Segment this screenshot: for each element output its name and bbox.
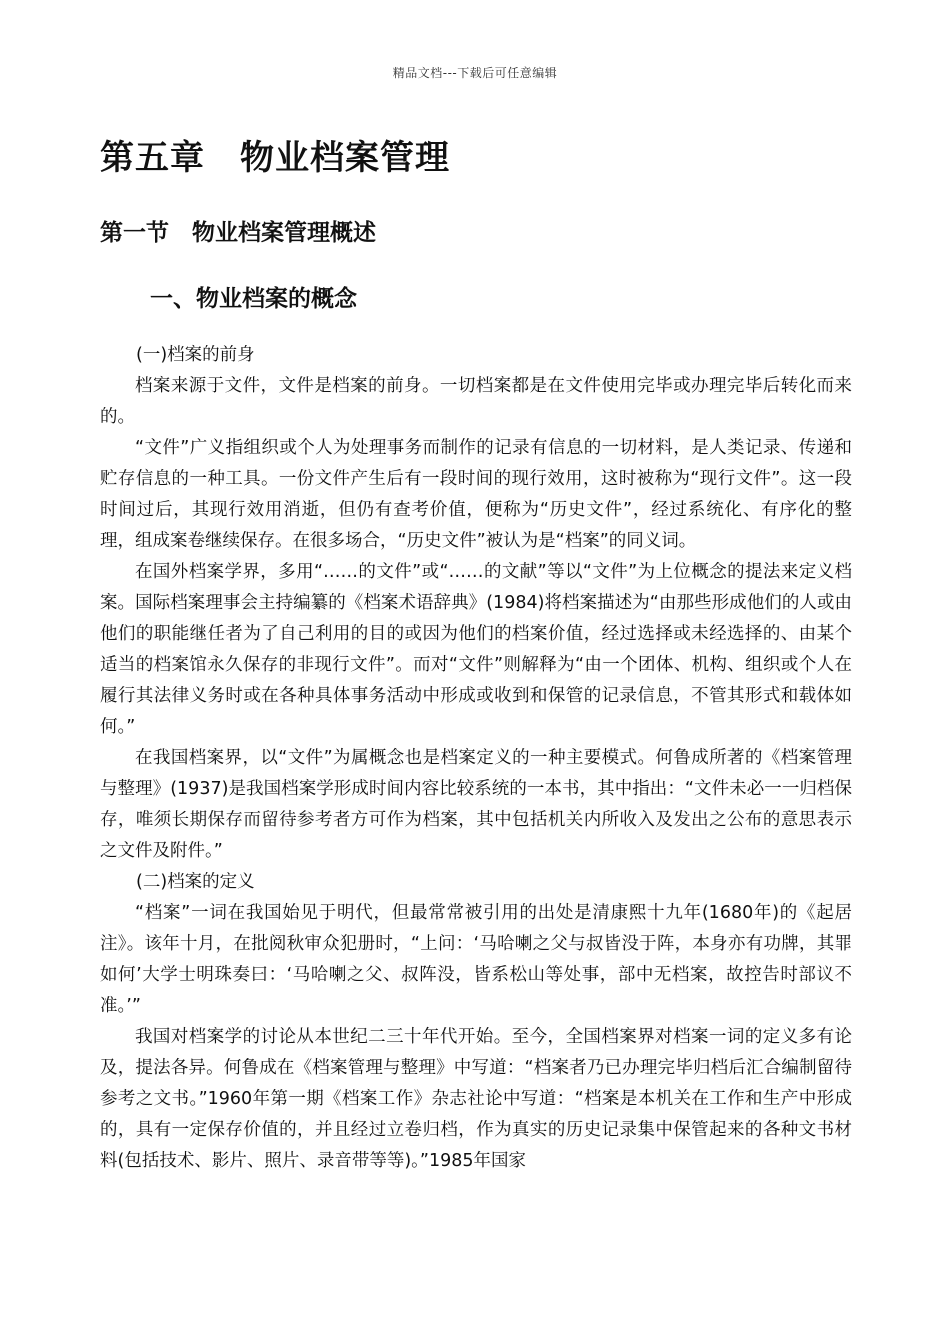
body-text — [100, 340, 852, 1177]
sub-heading-definition: (二)档案的定义 — [136, 872, 255, 892]
paragraph: “档案”一词在我国始见于明代，但最常常被引用的出处是清康熙十九年(1680年)的《起居注》。该年十月，在批阅秋审众犯册时，“上问：‘马哈喇之父与叔皆没于阵，本身亦有功牌，其罪如何’大学士明珠奏曰：‘马哈喇之父、叔阵没，皆系松山等处事，部中无档案，故控告时部议不准。’” — [100, 903, 852, 1016]
chapter-title: 第五章 物业档案管理 — [100, 138, 450, 178]
paragraph: 在我国档案界，以“文件”为属概念也是档案定义的一种主要模式。何鲁成所著的《档案管理与整理》(1937)是我国档案学形成时间内容比较系统的一本书，其中指出：“文件未必一一归档保存，唯须长期保存而留待参考者方可作为档案，其中包括机关内所收入及发出之公布的意思表示之文件及附件。” — [100, 748, 852, 861]
subsection-title: 一、物业档案的概念 — [150, 286, 357, 312]
paragraph: 我国对档案学的讨论从本世纪二三十年代开始。至今，全国档案界对档案一词的定义多有论及，提法各异。何鲁成在《档案管理与整理》中写道：“档案者乃已办理完毕归档后汇合编制留待参考之文书。”1960年第一期《档案工作》杂志社论中写道：“档案是本机关在工作和生产中形成的，具有一定保存价值的，并且经过立卷归档，作为真实的历史记录集中保管起来的各种文书材料(包括技术、影片、照片、录音带等等)。”1985年国家 — [100, 1027, 852, 1171]
sub-heading-predecessor: (一)档案的前身 — [136, 345, 255, 365]
section-title: 第一节 物业档案管理概述 — [100, 220, 376, 246]
paragraph: 档案来源于文件，文件是档案的前身。一切档案都是在文件使用完毕或办理完毕后转化而来的。 — [100, 376, 852, 427]
header-note: 精品文档---下载后可任意编辑 — [392, 66, 558, 80]
paragraph: “文件”广义指组织或个人为处理事务而制作的记录有信息的一切材料，是人类记录、传递和贮存信息的一种工具。一份文件产生后有一段时间的现行效用，这时被称为“现行文件”。这一段时间过后，其现行效用消逝，但仍有查考价值，便称为“历史文件”，经过系统化、有序化的整理，组成案卷继续保存。在很多场合，“历史文件”被认为是“档案”的同义词。 — [100, 438, 852, 551]
paragraph: 在国外档案学界，多用“……的文件”或“……的文献”等以“文件”为上位概念的提法来定义档案。国际档案理事会主持编纂的《档案术语辞典》(1984)将档案描述为“由那些形成他们的人或由他们的职能继任者为了自己利用的目的或因为他们的档案价值，经过选择或未经选择的、由某个适当的档案馆永久保存的非现行文件”。而对“文件”则解释为“由一个团体、机构、组织或个人在履行其法律义务时或在各种具体事务活动中形成或收到和保管的记录信息，不管其形式和载体如何。” — [100, 562, 852, 737]
